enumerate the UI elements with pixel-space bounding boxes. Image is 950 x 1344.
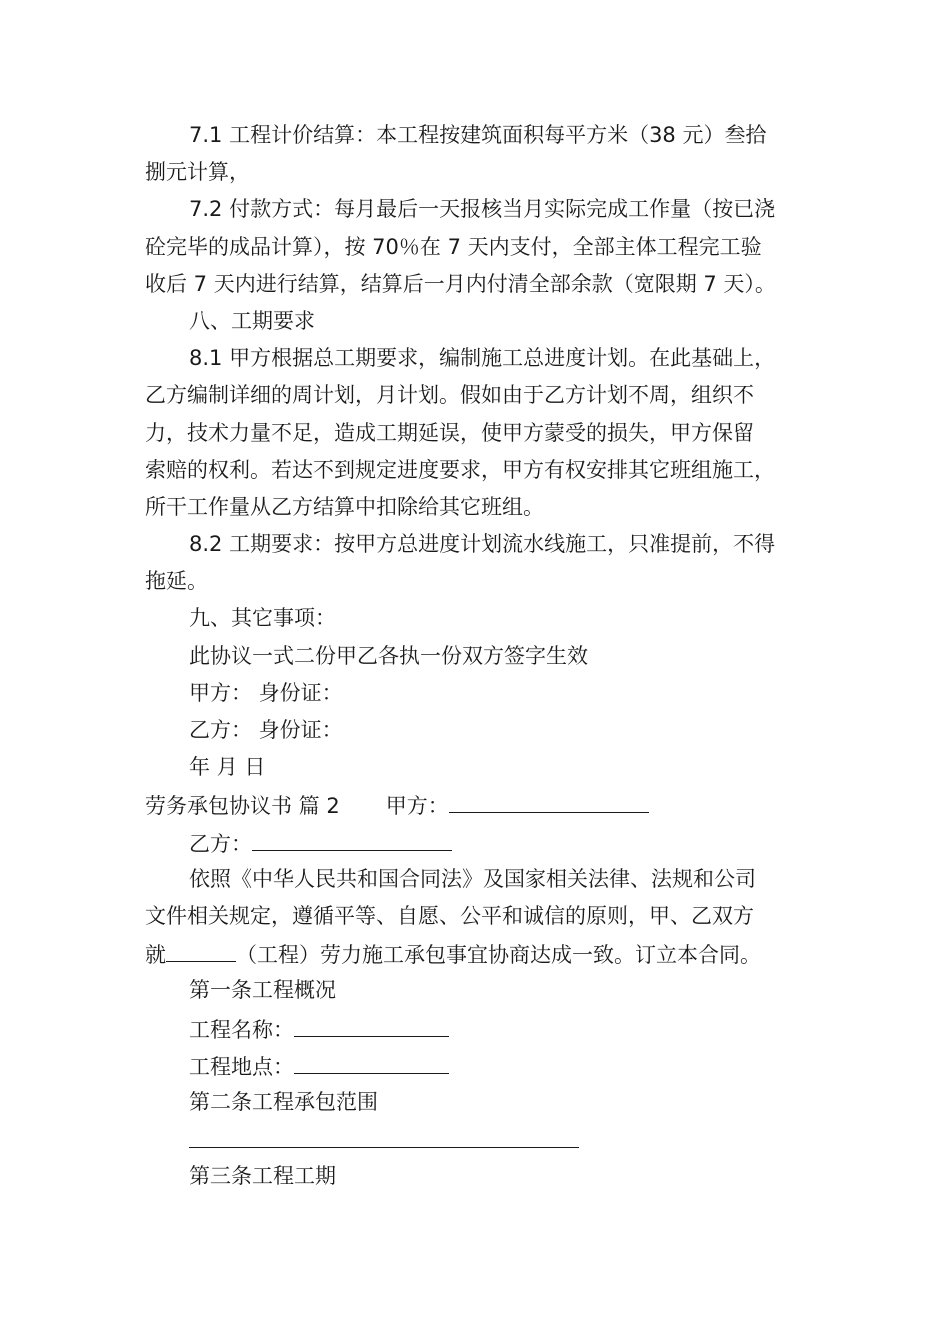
- scope-blank-line: [145, 1121, 810, 1158]
- party-a-blank: [449, 786, 649, 813]
- party-b-label: 乙方：: [189, 831, 252, 856]
- preamble-line-2: 文件相关规定，遵循平等、自愿、公平和诚信的原则，甲、乙双方: [145, 903, 754, 928]
- clause-8-2-line-1: 8.2 工期要求：按甲方总进度计划流水线施工，只准提前，不得: [189, 532, 776, 557]
- party-a-id-line: 甲方： 身份证：: [189, 680, 343, 705]
- project-location-line: [145, 1047, 810, 1084]
- preamble-suffix: （工程）劳力施工承包事宜协商达成一致。订立本合同。: [236, 943, 761, 968]
- article-3-heading: 第三条工程工期: [189, 1164, 336, 1189]
- preamble-line-3: [145, 935, 810, 972]
- clause-7-1-line-1: 7.1 工程计价结算：本工程按建筑面积每平方米（38 元）叁拾: [189, 123, 767, 147]
- clause-8-1-line-3: 力，技术力量不足，造成工期延误，使甲方蒙受的损失，甲方保留: [145, 420, 754, 445]
- project-name-field-blank: [294, 1010, 449, 1037]
- agreement-copies-note: 此协议一式二份甲乙各执一份双方签字生效: [189, 643, 588, 668]
- clause-7-2-line-1: 7.2 付款方式：每月最后一天报核当月实际完成工作量（按已浇: [189, 197, 776, 222]
- project-name-line: [145, 1010, 810, 1047]
- project-name-blank: [166, 935, 236, 962]
- party-b-line: [145, 824, 810, 861]
- party-b-blank: [252, 824, 452, 851]
- document-page: [145, 117, 810, 1195]
- project-location-label: 工程地点：: [189, 1054, 294, 1079]
- preamble-line-1: 依照《中华人民共和国合同法》及国家相关法律、法规和公司: [189, 866, 756, 891]
- party-b-id-line: 乙方： 身份证：: [189, 718, 343, 742]
- clause-8-1-line-1: 8.1 甲方根据总工期要求，编制施工总进度计划。在此基础上，: [189, 346, 776, 371]
- clause-8-1-line-2: 乙方编制详细的周计划，月计划。假如由于乙方计划不周，组织不: [145, 383, 754, 408]
- article-2-heading-line: [145, 786, 810, 823]
- clause-7-2-line-3: 收后 7 天内进行结算，结算后一月内付清全部余款（宽限期 7 天）。: [145, 271, 776, 296]
- project-name-label: 工程名称：: [189, 1017, 294, 1042]
- section-9-heading: 九、其它事项：: [189, 606, 336, 631]
- date-line: 年 月 日: [189, 755, 266, 780]
- clause-8-1-line-4: 索赔的权利。若达不到规定进度要求，甲方有权安排其它班组施工，: [145, 457, 775, 482]
- article-2-title: 劳务承包协议书 篇 2: [145, 794, 340, 819]
- party-a-label: 甲方：: [385, 794, 449, 819]
- clause-8-2-line-2: 拖延。: [145, 569, 208, 594]
- preamble-prefix: 就: [145, 943, 166, 968]
- article-2-scope-heading: 第二条工程承包范围: [189, 1089, 378, 1114]
- clause-7-1-line-2: 捌元计算，: [145, 160, 250, 185]
- scope-blank: [189, 1121, 579, 1148]
- clause-8-1-line-5: 所干工作量从乙方结算中扣除给其它班组。: [145, 494, 544, 519]
- article-1-heading: 第一条工程概况: [189, 978, 336, 1003]
- section-8-heading: 八、工期要求: [189, 308, 315, 333]
- project-location-blank: [294, 1047, 449, 1074]
- clause-7-2-line-2: 砼完毕的成品计算），按 70％在 7 天内支付，全部主体工程完工验: [145, 234, 762, 259]
